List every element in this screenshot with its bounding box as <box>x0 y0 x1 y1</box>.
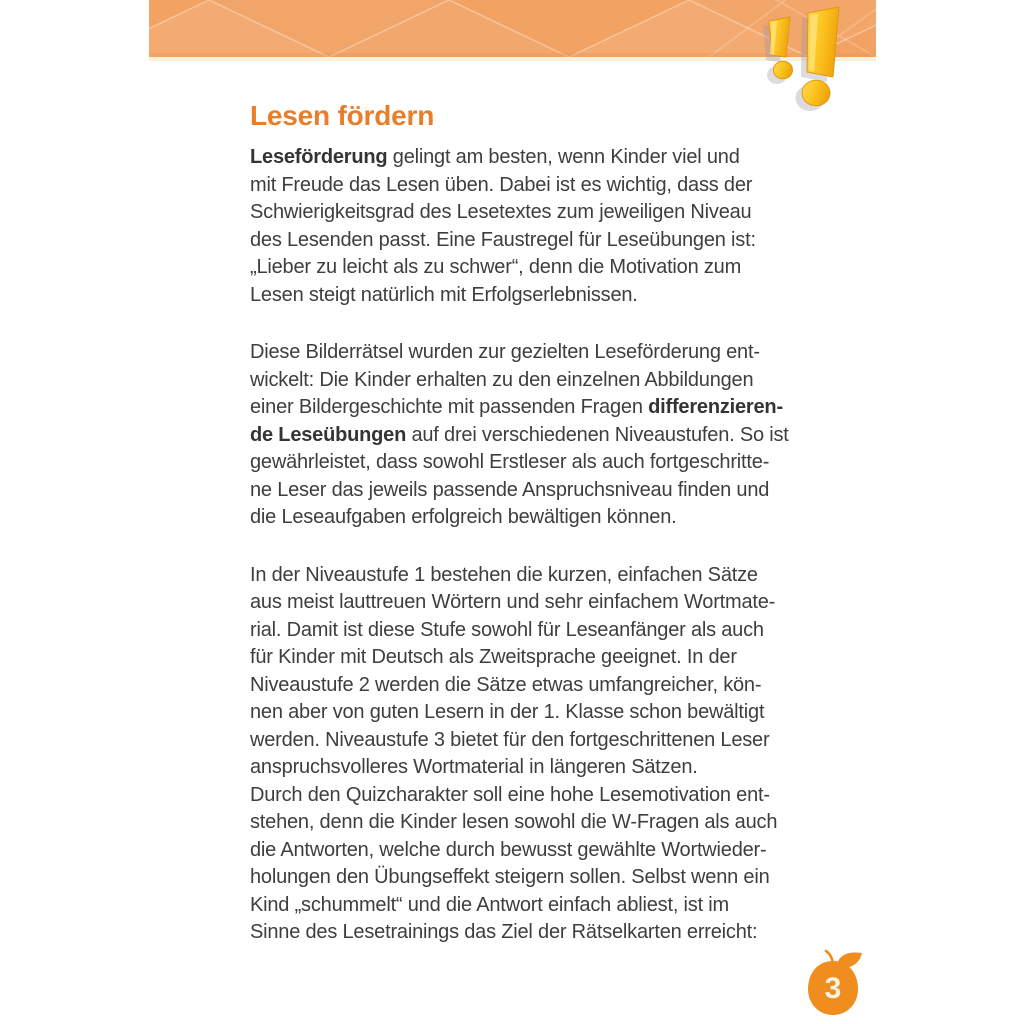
text-line: werden. Niveaustufe 3 bietet für den fortgeschrittenen Leser <box>250 728 770 751</box>
text-line: Leseförderung gelingt am besten, wenn Kinder viel und <box>250 146 740 168</box>
text-line: nen aber von guten Lesern in der 1. Klasse schon bewältigt <box>250 701 765 723</box>
text-line: de Leseübungen auf drei verschiedenen Niveaustufen. So ist <box>250 423 789 446</box>
double-exclamation-icon <box>748 6 866 114</box>
paragraph <box>250 562 806 947</box>
text-line: Durch den Quizcharakter soll eine hohe Lesemotivation ent- <box>250 783 770 806</box>
text-line: In der Niveaustufe 1 bestehen die kurzen, einfachen Sätze <box>250 563 758 586</box>
paragraph <box>250 339 806 532</box>
text-line: Kind „schummelt“ und die Antwort einfach abliest, ist im <box>250 893 730 916</box>
text-line: aus meist lauttreuen Wörtern und sehr einfachem Wortmate- <box>250 591 776 613</box>
page-number: 3 <box>824 972 842 1005</box>
text-line: des Lesenden passt. Eine Faustregel für Leseübungen ist: <box>250 228 756 251</box>
paragraph <box>250 144 806 309</box>
text-line: Diese Bilderrätsel wurden zur gezielten Leseförderung ent- <box>250 341 760 363</box>
text-line: anspruchsvolleres Wortmaterial in längeren Sätzen. <box>250 756 698 778</box>
text-line: die Leseaufgaben erfolgreich bewältigen können. <box>250 506 677 528</box>
text-line: Sinne des Lesetrainings das Ziel der Rätselkarten erreicht: <box>250 921 758 943</box>
text-line: gewährleistet, dass sowohl Erstleser als auch fortgeschritte- <box>250 451 770 473</box>
text-line: für Kinder mit Deutsch als Zweitsprache geeignet. In der <box>250 646 737 668</box>
text-line: stehen, denn die Kinder lesen sowohl die W-Fragen als auch <box>250 811 778 833</box>
text-line: Lesen steigt natürlich mit Erfolgserlebnissen. <box>250 283 638 306</box>
text-line: Niveaustufe 2 werden die Sätze etwas umfangreicher, kön- <box>250 673 762 696</box>
text-line: einer Bildergeschichte mit passenden Fragen differenzieren- <box>250 396 783 418</box>
page-number-apple <box>804 948 868 1016</box>
text-line: die Antworten, welche durch bewusst gewählte Wortwieder- <box>250 838 767 861</box>
text-line: rial. Damit ist diese Stufe sowohl für Leseanfänger als auch <box>250 618 764 641</box>
text-line: mit Freude das Lesen üben. Dabei ist es wichtig, dass der <box>250 173 753 196</box>
text-line: holungen den Übungseffekt steigern sollen. Selbst wenn ein <box>250 866 770 888</box>
text-line: „Lieber zu leicht als zu schwer“, denn die Motivation zum <box>250 256 742 278</box>
text-line: ne Leser das jeweils passende Anspruchsniveau finden und <box>250 478 770 501</box>
text-line: Schwierigkeitsgrad des Lesetextes zum jeweiligen Niveau <box>250 201 752 223</box>
body-text <box>250 144 806 947</box>
text-line: wickelt: Die Kinder erhalten zu den einzelnen Abbildungen <box>250 368 754 391</box>
page-title: Lesen fördern <box>250 100 435 131</box>
